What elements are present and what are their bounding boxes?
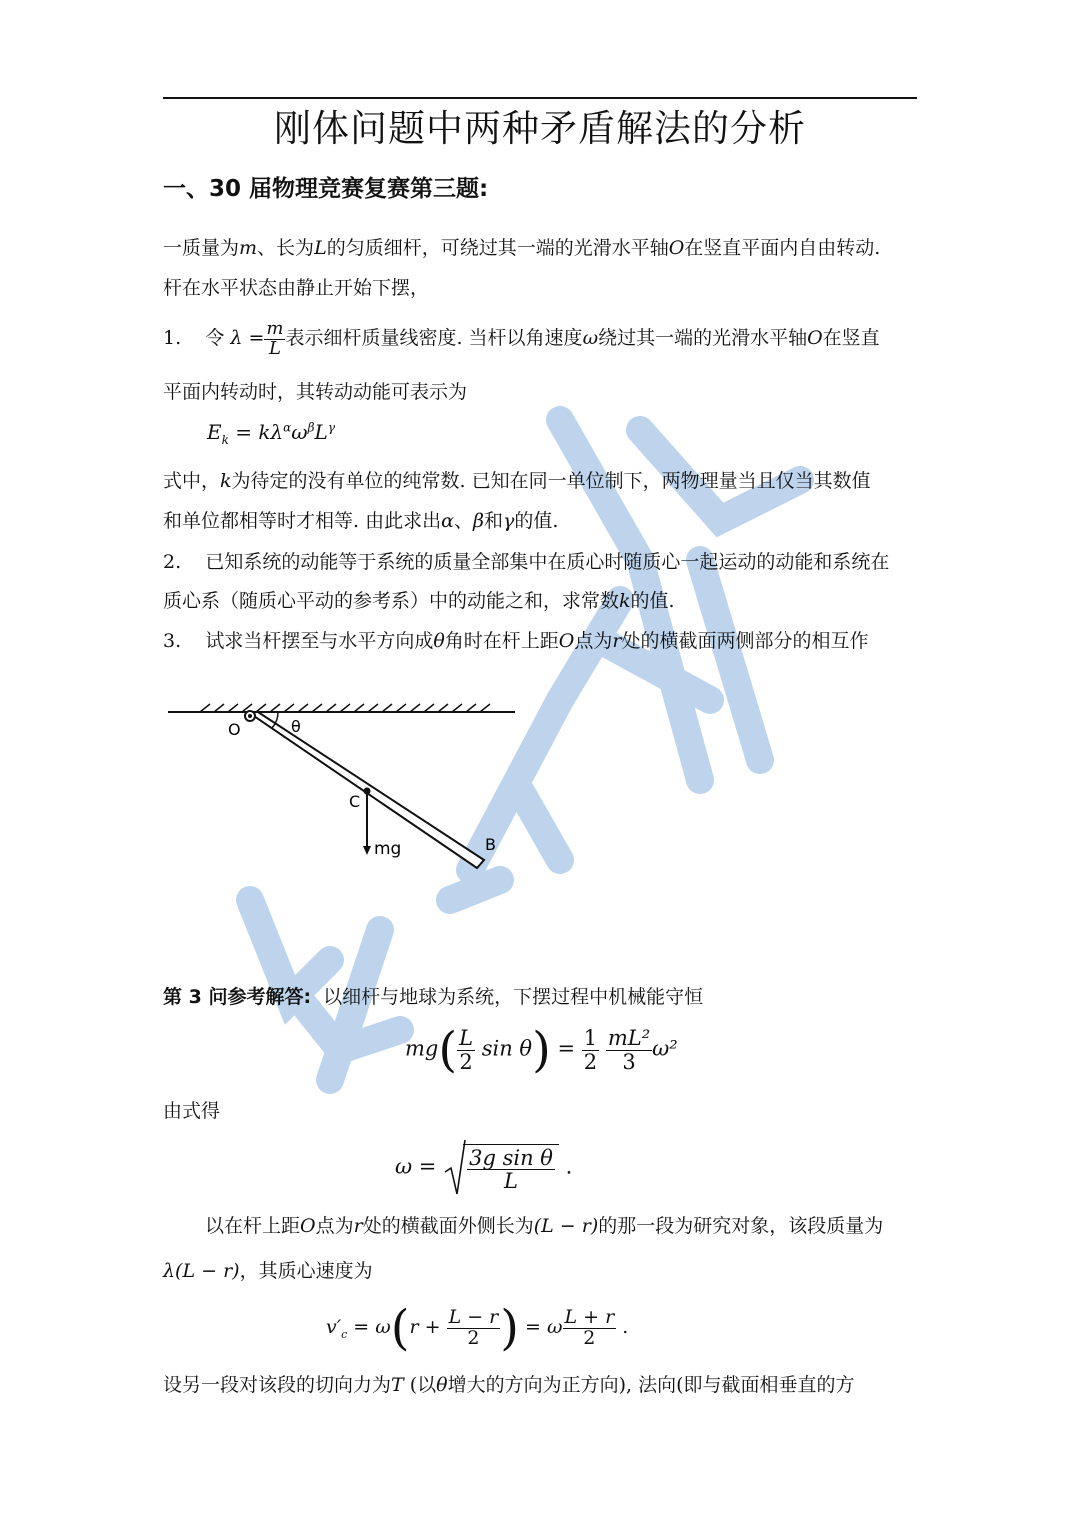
q1-line-2: 平面内转动时，其转动动能可表示为 xyxy=(163,381,468,403)
velocity-equation: $v'_c = \omega(r$ + $\frac{L - r}{2}$ ) = ω $\frac{L + r}{2}$ . xyxy=(326,1300,629,1356)
from-equation-text: 由式得 xyxy=(163,1100,221,1122)
segment-paragraph-2: λ(L − r)，其质心速度为 xyxy=(163,1260,373,1282)
intro-line-1: 一质量为m、长为L的匀质细杆，可绕过其一端的光滑水平轴O在竖直平面内自由转动. xyxy=(163,237,881,259)
section-heading: 一、30 届物理竞赛复赛第三题: xyxy=(163,176,489,202)
sqrt: $\frac{\text{3g sin θ}}{L}$ xyxy=(443,1138,559,1198)
q1-line-3: 式中，k为待定的没有单位的纯常数. 已知在同一单位制下，两物理量当且仅当其数值 xyxy=(163,470,871,492)
label-mg: mg xyxy=(374,839,402,859)
ceiling-hatch xyxy=(200,704,490,712)
q2-line-2: 质心系（随质心平动的参考系）中的动能之和，求常数k的值. xyxy=(163,590,675,612)
answer-line: 第 3 问参考解答: 以细杆与地球为系统，下摆过程中机械能守恒 xyxy=(163,986,704,1008)
intro-line-2: 杆在水平状态由静止开始下摆， xyxy=(163,277,430,299)
gravity-arrowhead xyxy=(363,846,371,855)
lambda-fraction: $\frac{m}{L}$ xyxy=(266,317,284,359)
pivot-dot xyxy=(248,714,252,718)
top-rule xyxy=(163,97,917,99)
q3-line-1: 3. 试求当杆摆至与水平方向成θ角时在杆上距O点为r处的横截面两侧部分的相互作 xyxy=(163,630,869,652)
tangential-force-line: 设另一段对该段的切向力为T (以θ增大的方向为正方向), 法向(即与截面相垂直的方 xyxy=(163,1374,855,1396)
q1-line-4: 和单位都相等时才相等. 由此求出α、β和γ的值. xyxy=(163,510,559,532)
q1-line-1: 1. 令 λ = $\frac{m}{L}$ 表示细杆质量线密度. 当杆以角速度ω绕过其一端的光滑水平轴O在竖直 xyxy=(163,317,880,359)
label-C: C xyxy=(349,792,361,811)
kinetic-energy-formula: $E_k = k\lambda^\alpha\omega^\beta L^\gamma$ xyxy=(207,420,335,447)
energy-equation: mg( $\frac{L}{2}$ sin θ) = $\frac{1}{2}$ $\frac{\text{mL²}}{3}$ ω² xyxy=(405,1022,678,1078)
rod-figure xyxy=(160,690,540,890)
q2-line-1: 2. 已知系统的动能等于系统的质量全部集中在质心时随质心一起运动的动能和系统在 xyxy=(163,551,890,573)
label-theta: θ xyxy=(291,717,301,736)
label-B: B xyxy=(485,835,496,854)
page-title: 刚体问题中两种矛盾解法的分析 xyxy=(274,107,806,150)
label-O: O xyxy=(228,720,241,739)
omega-equation: ω = $\frac{\text{3g sin θ}}{L}$ . xyxy=(395,1138,572,1198)
segment-paragraph-1: 以在杆上距O点为r处的横截面外侧长为(L − r)的那一段为研究对象，该段质量为 xyxy=(205,1215,884,1237)
